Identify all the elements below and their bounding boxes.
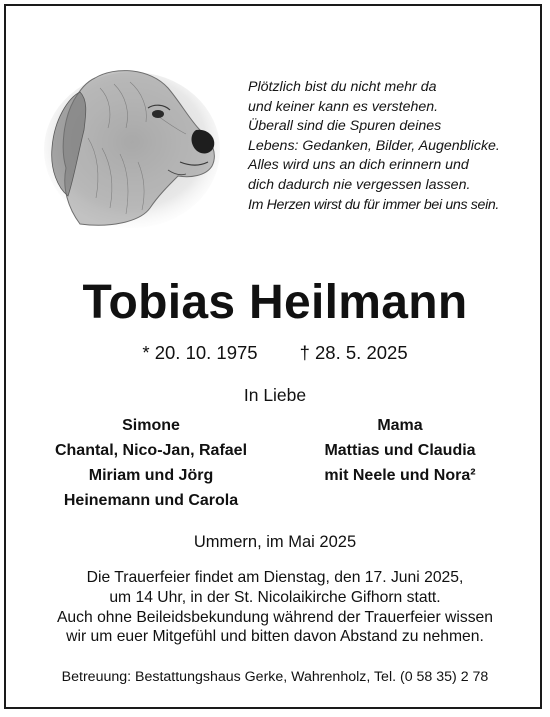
- poem-line: und keiner kann es verstehen.: [248, 98, 439, 115]
- birth-date: * 20. 10. 1975: [142, 342, 258, 363]
- greeting: In Liebe: [243, 385, 307, 405]
- place-date: Ummern, im Mai 2025: [193, 533, 357, 551]
- poem-line: Im Herzen wirst du für immer bei uns sein.: [248, 196, 500, 213]
- funeral-info-line: wir um euer Mitgefühl und bitten davon Abstand zu nehmen.: [66, 628, 484, 646]
- funeral-info-line: um 14 Uhr, in der St. Nicolaikirche Gifhorn statt.: [109, 588, 441, 606]
- deceased-name: Tobias Heilmann: [82, 276, 468, 329]
- mourners-right-column: [290, 413, 510, 488]
- poem-line: Alles wird uns an dich erinnern und: [248, 157, 469, 174]
- mourner-line: Heinemann und Carola: [63, 492, 239, 509]
- life-dates: [0, 341, 550, 365]
- poem-line: Plötzlich bist du nicht mehr da: [248, 79, 437, 95]
- mourners-left-column: [20, 413, 282, 513]
- mourner-line: Mama: [377, 417, 423, 434]
- mourner-line: Mattias und Claudia: [324, 442, 476, 459]
- mourner-line: Chantal, Nico-Jan, Rafael: [54, 442, 248, 459]
- poem-line: Überall sind die Spuren deines: [248, 118, 442, 135]
- mourner-line: Miriam und Jörg: [88, 467, 214, 484]
- mourner-line: Simone: [122, 417, 180, 434]
- poem-verse: [248, 78, 538, 215]
- dog-portrait-illustration: [40, 58, 220, 230]
- funeral-info-line: Auch ohne Beileidsbekundung während der Trauerfeier wissen: [56, 608, 494, 626]
- funeral-info-line: Die Trauerfeier findet am Dienstag, den 17. Juni 2025,: [86, 569, 464, 586]
- mourner-line: mit Neele und Nora²: [324, 467, 476, 484]
- death-date: † 28. 5. 2025: [299, 342, 408, 363]
- poem-line: Lebens: Gedanken, Bilder, Augenblicke.: [248, 137, 500, 154]
- funeral-info: [0, 568, 550, 647]
- poem-line: dich dadurch nie vergessen lassen.: [248, 176, 471, 193]
- funeral-home-footer: Betreuung: Bestattungshaus Gerke, Wahrenholz, Tel. (0 58 35) 2 78: [61, 669, 489, 685]
